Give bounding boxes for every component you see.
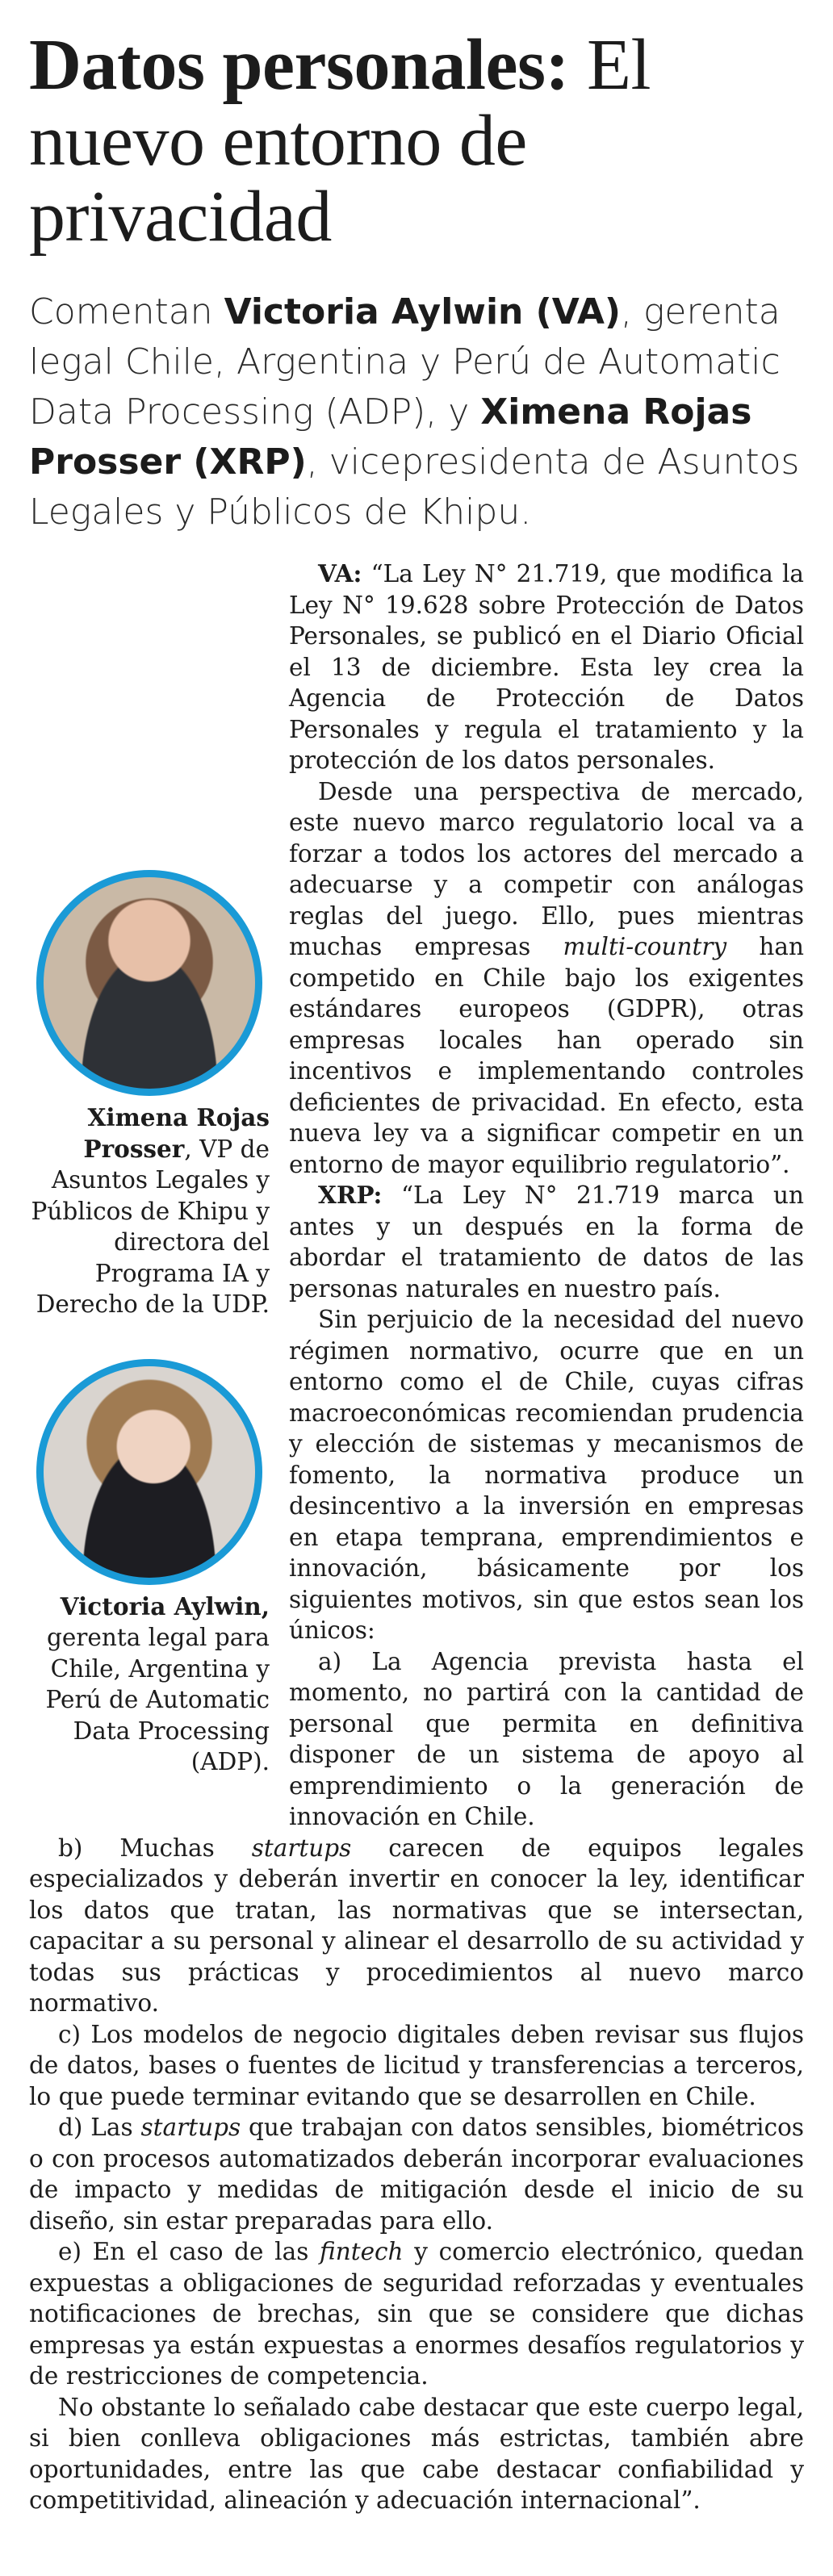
caption-victoria-name: Victoria Aylwin, — [60, 1591, 270, 1620]
paragraph-closing: No obstante lo señalado cabe destacar que este cuerpo legal, si bien conlleva obligaciones más estrictas, también abre oportunidades, entre las que cabe destacar confiabilidad y competitividad, alineación y adecuación internacional”. — [29, 2393, 804, 2514]
paragraph-text: d) Las — [58, 2114, 141, 2141]
intro-deck — [29, 287, 804, 537]
headline-bold: Datos personales: — [29, 25, 569, 105]
paragraph-text: e) En el caso de las — [58, 2238, 320, 2265]
paragraph-text: carecen de equipos legales especializados y deberán invertir en conocer la ley, identificar los datos que tratan, las normativas que se intersectan, capacitar a su personal y alinear el desarrollo de su actividad y todas sus prácticas y procedimientos al nuevo marco normativo. — [29, 1834, 804, 2017]
paragraph-text: que trabajan con datos sensibles, biométricos o con procesos automatizados deberán incorporar evaluaciones de impacto y medidas de mitigación desde el inicio de su diseño, sin estar preparadas para ello. — [29, 2114, 804, 2235]
caption-ximena — [29, 1102, 270, 1320]
italic-term: startups — [140, 2114, 241, 2141]
paragraph-item-d — [29, 2112, 804, 2236]
caption-ximena-role: , VP de Asuntos Legales y Públicos de Khipu y directora del Programa IA y Derecho de la UDP. — [31, 1135, 270, 1318]
intro-part1: Comentan — [29, 291, 224, 332]
italic-term: startups — [251, 1834, 352, 1862]
paragraph-item-e — [29, 2236, 804, 2392]
portrait-ximena-rojas — [36, 870, 262, 1096]
portrait-victoria-aylwin — [36, 1359, 262, 1585]
paragraph-text: “La Ley N° 21.719, que modifica la Ley N° 19.628 sobre Protección de Datos Personales, se publicó en el Diario Oficial el 13 de diciembre. Esta ley crea la Agencia de Protección de Datos Personales y regula el tratamiento y la protección de los datos personales. — [289, 560, 804, 774]
paragraph-text: han competido en Chile bajo los exigentes estándares europeos (GDPR), otras empresas locales han operado sin incentivos e implementando controles deficientes de privacidad. En efecto, esta nueva ley va a significar competir en un entorno de mayor equilibrio regulatorio”. — [289, 933, 804, 1178]
xrp-label: XRP: — [318, 1181, 383, 1209]
paragraph-item-a: a) La Agencia prevista hasta el momento, no partirá con la cantidad de personal que permita en definitiva disponer de un sistema de apoyo al emprendimiento o la generación de innovación en Chile. — [289, 1647, 804, 1830]
sidebar-portraits — [29, 870, 270, 1817]
italic-term: multi-country — [563, 933, 727, 960]
intro-xrp-name: Ximena Rojas Prosser (XRP) — [29, 391, 752, 483]
intro-part3: , vicepresidenta de Asuntos Legales y Públicos de Khipu. — [29, 441, 800, 533]
article-body — [29, 558, 804, 2516]
va-label: VA: — [318, 559, 362, 588]
headline-rest: El nuevo entorno de privacidad — [29, 25, 651, 257]
caption-victoria-role: gerenta legal para Chile, Argentina y Perú de Automatic Data Processing (ADP). — [45, 1624, 270, 1775]
paragraph-va-1 — [29, 558, 804, 776]
italic-term: fintech — [320, 2238, 404, 2265]
intro-va-name: Victoria Aylwin (VA) — [224, 291, 622, 332]
caption-victoria — [29, 1591, 270, 1778]
paragraph-item-b — [29, 1833, 804, 2019]
paragraph-text: “La Ley N° 21.719 marca un antes y un después en la forma de abordar el tratamiento de datos de las personas naturales en nuestro país. — [289, 1181, 804, 1303]
paragraph-text: b) Muchas — [58, 1834, 252, 1862]
headline — [29, 27, 804, 255]
paragraph-text: y comercio electrónico, quedan expuestas a obligaciones de seguridad reforzadas y eventuales notificaciones de brechas, sin que se considere que dichas empresas ya están expuestas a enormes desafíos regulatorios y de restricciones de competencia. — [29, 2238, 805, 2390]
caption-ximena-name: Ximena Rojas Prosser — [83, 1103, 270, 1163]
paragraph-xrp-2: Sin perjuicio de la necesidad del nuevo régimen normativo, ocurre que en un entorno como el de Chile, cuyas cifras macroeconómicas recomiendan prudencia y elección de sistemas y mecanismos de fomento, la normativa produce un desincentivo a la inversión en empresas en etapa temprana, emprendimientos e innovación, básicamente por los siguientes motivos, sin que estos sean los únicos: — [289, 1306, 804, 1644]
intro-part2: , gerenta legal Chile, Argentina y Perú de Automatic Data Processing (ADP), y — [29, 291, 781, 433]
paragraph-text: Desde una perspectiva de mercado, este nuevo marco regulatorio local va a forzar a todos los actores del mercado a adecuarse y a competir con análogas reglas del juego. Ello, pues mientras muchas empresas — [289, 777, 804, 960]
paragraph-item-c: c) Los modelos de negocio digitales deben revisar sus flujos de datos, bases o fuentes de licitud y transferencias a terceros, lo que puede terminar evitando que se desarrollen en Chile. — [29, 2020, 804, 2110]
